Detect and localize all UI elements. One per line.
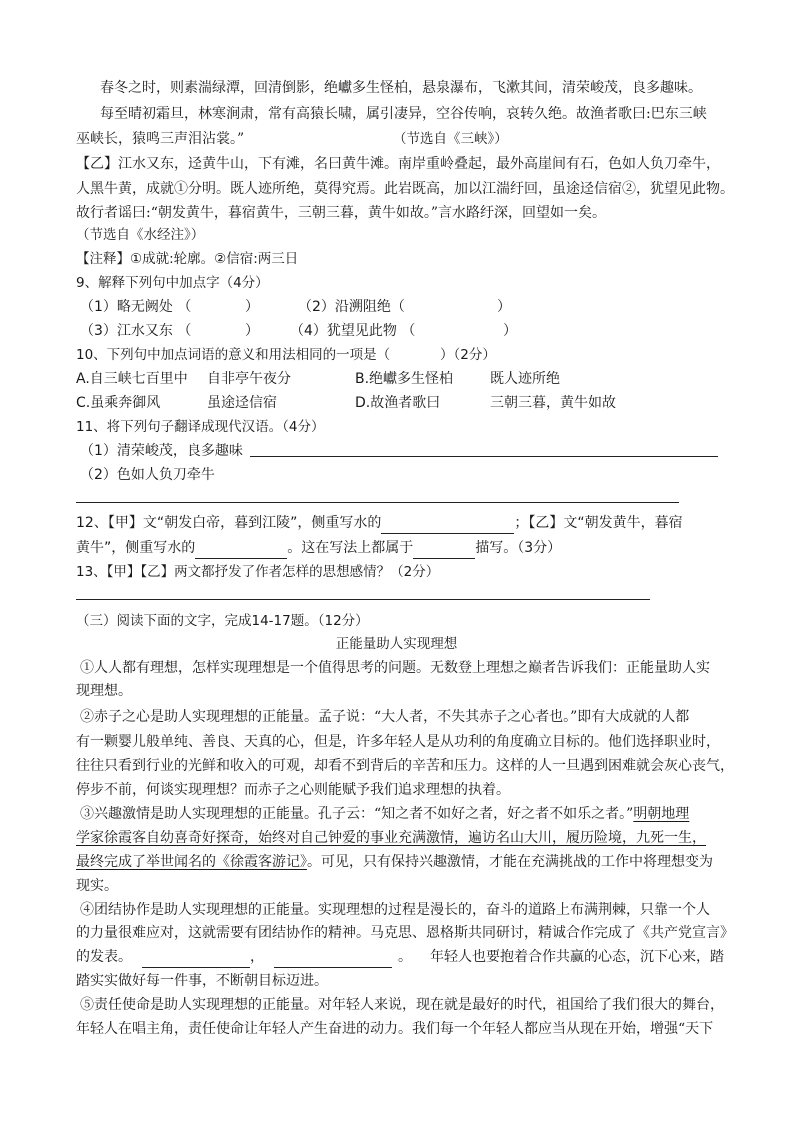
passage-a-line: 巫峡长，猿鸣三声泪沾裳。” (76, 131, 245, 147)
q11-answer-line-1[interactable] (250, 456, 718, 457)
section3-p5-line: ⑤责任使命是助人实现理想的正能量。对年轻人来说，现在就是最好的时代，祖国给了我们很大的舞台， (80, 997, 724, 1013)
section3-heading: （三）阅读下面的文字，完成14-17题。（12分） (76, 613, 369, 629)
section3-p4-text: 年轻人也要抱着合作共赢的心态，沉下心来，踏 (430, 949, 724, 965)
passage-a-line: 春冬之时，则素湍绿潭，回清倒影，绝巘多生怪柏，悬泉瀑布，飞漱其间，清荣峻茂，良多趣味。 (100, 80, 702, 96)
q9-item-4-close: ） (503, 323, 517, 339)
q10-option-b: B.绝巘多生怪柏 (355, 371, 454, 387)
section3-p2-line: ②赤子之心是助人实现理想的正能量。孟子说：“大人者，不失其赤子之心者也。”即有大成就的人都 (80, 709, 690, 725)
q9-item-3: （3）江水又东 （ (80, 323, 192, 339)
section3-p2-line: 往往只看到行业的光鲜和收入的可观，却看不到背后的辛苦和压力。这样的人一旦遇到困难就会灰心丧气， (76, 758, 734, 774)
q9-item-2: （2）沿溯阻绝（ (298, 299, 405, 315)
passage-b-source: （节选自《水经注》） (76, 227, 205, 243)
q11-item-2: （2）色如人负刀牵牛 (80, 467, 215, 483)
section3-p2-line: 有一颗婴儿般单纯、善良、天真的心，但是，许多年轻人是从功利的角度确立目标的。他们选择职业时， (76, 734, 720, 750)
section3-p3-line: 现实。 (76, 878, 118, 894)
q12-part-1: 12、【甲】文“朝发白帝，暮到江陵”，侧重写水的 (76, 515, 382, 531)
q12-line-1 (76, 512, 683, 534)
q9-item-1: （1）略无阙处 （ (80, 299, 192, 315)
section3-p3-underlined-line: 学家徐霞客自幼喜奇好探奇，始终对自己钟爱的事业充满激情，遍访名山大川，履历险境，九死一生， (76, 830, 706, 846)
section3-p5-line: 年轻人在唱主角，责任使命让年轻人产生奋进的动力。我们每一个年轻人都应当从现在开始，增强“天下 (76, 1021, 714, 1037)
q10-option-a-pair: 自非亭午夜分 (207, 371, 291, 387)
q12-line-2 (76, 537, 561, 559)
q9-item-1-close: ） (245, 299, 259, 315)
passage-a-source: （节选自《三峡》） (393, 131, 508, 147)
passage-b-notes: 【注释】①成就:轮廓。②信宿:两三日 (76, 251, 299, 267)
q12-part-3: 黄牛”，侧重写水的 (76, 540, 196, 556)
q10-option-c-pair: 虽途迳信宿 (207, 395, 277, 411)
q11-answer-line-2[interactable] (76, 502, 679, 503)
q10-stem-end: ）（2分） (440, 347, 496, 363)
q12-part-4: 。这在写法上都属于 (287, 540, 414, 556)
q13-stem: 13、【甲】【乙】两文都抒发了作者怎样的思想感情？（2分） (76, 564, 440, 580)
q12-part-2: ；【乙】文“朝发黄牛，暮宿 (514, 515, 683, 531)
section3-p3-underlined: 最终完成了举世闻名的《徐霞客游记》 (76, 854, 307, 870)
section3-p3-line (76, 851, 713, 873)
section3-title: 正能量助人实现理想 (335, 636, 458, 652)
section3-p4-sep: 。 (398, 949, 412, 965)
q9-stem: 9、解释下列句中加点字（4分） (76, 275, 269, 291)
section3-p1-line: ①人人都有理想，怎样实现理想是一个值得思考的问题。无数登上理想之巅者告诉我们：正能量助人实 (80, 660, 710, 676)
passage-a-line: 每至晴初霜旦，林寒涧肃，常有高猿长啸，属引凄异，空谷传响，哀转久绝。故渔者歌曰:巴东三峡 (100, 106, 707, 122)
q10-option-c: C.虽乘奔御风 (76, 395, 161, 411)
section3-p4-line: ④团结协作是助人实现理想的正能量。实现理想的过程是漫长的，奋斗的道路上布满荆棘，只靠一个人 (80, 902, 710, 918)
q10-option-a: A.自三峡七百里中 (76, 371, 188, 387)
q11-item-1: （1）清荣峻茂，良多趣味 (80, 443, 243, 459)
section3-p1-line: 现理想。 (76, 683, 132, 699)
passage-b-line: 故行者谣曰:“朝发黄牛，暮宿黄牛，三朝三暮，黄牛如故。”言水路纡深，回望如一矣。 (76, 205, 607, 221)
q10-option-d-pair: 三朝三暮，黄牛如故 (490, 395, 616, 411)
section3-p4-line (76, 946, 724, 968)
section3-p3-text: ③兴趣激情是助人实现理想的正能量。孔子云：“知之者不如好之者，好之者不如乐之者。” (80, 806, 634, 822)
section3-p2-line: 停步不前，何谈实现理想？而赤子之心则能赋予我们追求理想的执着。 (76, 782, 510, 798)
q12-blank-1[interactable] (381, 517, 514, 534)
section3-p4-sep: ， (250, 949, 264, 965)
section3-p3-line (80, 803, 689, 825)
section3-p4-blank-2[interactable] (274, 951, 392, 968)
q12-part-5: 描写。（3分） (475, 540, 562, 556)
section3-p3-text: 。可见，只有保持兴趣激情，才能在充满挑战的工作中将理想变为 (307, 854, 713, 870)
section3-p4-line: 踏实实做好每一件事，不断朝目标迈进。 (76, 973, 328, 989)
section3-p4-line: 的力量很难应对，这就需要有团结协作的精神。马克思、恩格斯共同研讨，精诚合作完成了《共产党宣言》 (76, 925, 734, 941)
q12-blank-2[interactable] (195, 542, 287, 559)
q13-answer-line[interactable] (76, 599, 650, 600)
passage-b-line: 人黑牛黄，成就①分明。既人迹所绝，莫得究焉。此岩既高，加以江湍纡回，虽途迳信宿②，犹望见此物。 (76, 181, 734, 197)
section3-p3-underlined: 明朝地理 (633, 806, 690, 822)
section3-p4-text: 的发表。 (76, 949, 132, 965)
q10-option-d: D.故渔者歌曰 (355, 395, 441, 411)
q10-stem: 10、下列句中加点词语的意义和用法相同的一项是（ (76, 347, 391, 363)
q10-option-b-pair: 既人迹所绝 (490, 371, 560, 387)
q12-blank-3[interactable] (413, 542, 475, 559)
section3-p4-blank-1[interactable] (142, 951, 250, 968)
passage-b-line: 【乙】江水又东，迳黄牛山，下有滩，名曰黄牛滩。南岸重岭叠起，最外高崖间有石，色如人负刀牵牛， (76, 156, 720, 172)
q11-stem: 11、将下列句子翻译成现代汉语。（4分） (76, 419, 325, 435)
q9-item-2-close: ） (497, 299, 511, 315)
q9-item-3-close: ） (245, 323, 259, 339)
q9-item-4: （4）犹望见此物 （ (290, 323, 416, 339)
